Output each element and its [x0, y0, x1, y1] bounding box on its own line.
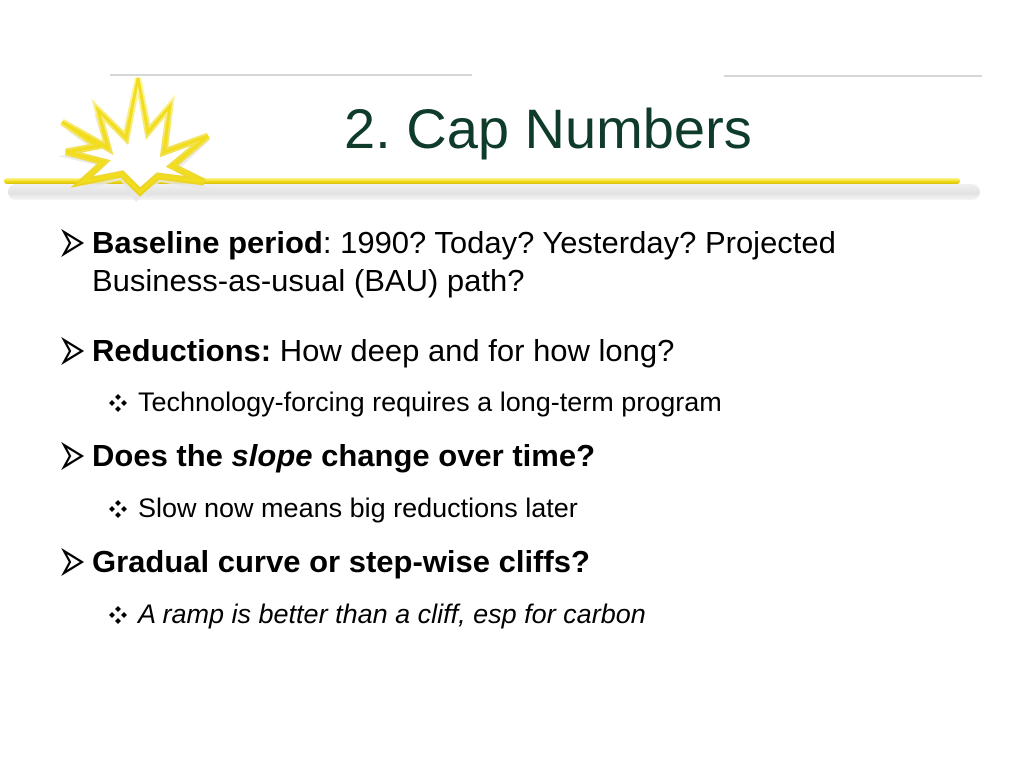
bullet-lead: Reductions:: [92, 333, 272, 368]
diamond-cluster-icon: [104, 597, 132, 631]
arrowhead-icon: [60, 332, 86, 370]
bullet-lead: Baseline period: [92, 225, 323, 260]
sub-bullet-text: Slow now means big reductions later: [138, 493, 578, 523]
bullet-text: [92, 437, 912, 475]
header-rule-right: [724, 75, 982, 77]
diamond-cluster-icon: [104, 491, 132, 525]
bullet-lead: Does the: [92, 438, 232, 473]
bullet-emphasis: slope: [231, 438, 313, 473]
diamond-cluster-icon: [104, 385, 132, 419]
bullet-text: [92, 332, 912, 370]
arrowhead-icon: [60, 437, 86, 475]
bullet-text: Gradual curve or step-wise cliffs?: [92, 544, 590, 579]
bullet-lead-end: change over time?: [312, 438, 596, 473]
arrowhead-icon: [60, 224, 86, 262]
arrowhead-icon: [60, 543, 86, 581]
bullet-body: : 1990? Today? Yesterday? Projected Business-as-usual (BAU) path?: [92, 225, 836, 298]
bullet-text: [92, 224, 912, 300]
bullet-body: How deep and for how long?: [271, 333, 675, 368]
sub-bullet-text: A ramp is better than a cliff, esp for carbon: [138, 599, 646, 629]
starburst-icon: [40, 70, 240, 210]
sub-bullet-text: Technology-forcing requires a long-term program: [138, 387, 722, 417]
slide-title: 2. Cap Numbers: [344, 97, 752, 160]
